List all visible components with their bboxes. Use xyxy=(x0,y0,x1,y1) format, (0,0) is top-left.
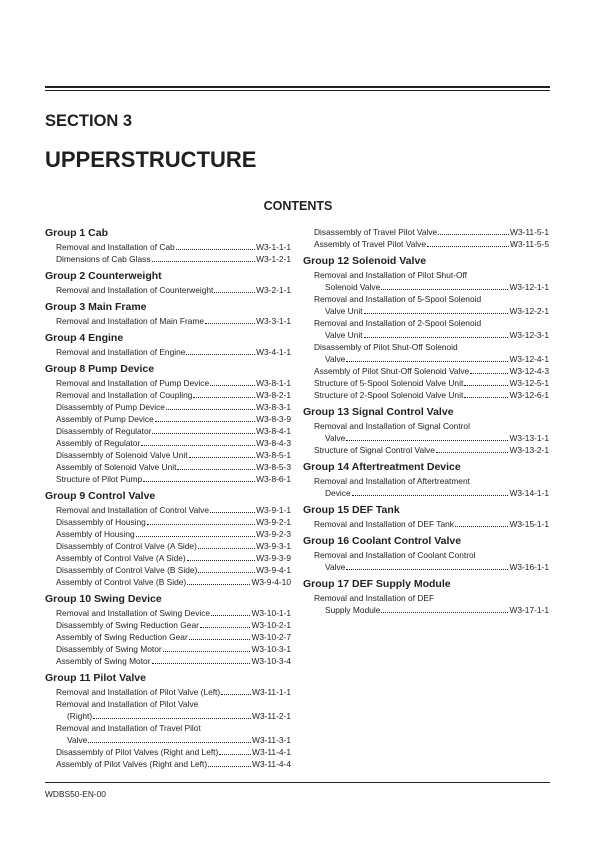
toc-leader-dots xyxy=(93,718,251,719)
document-code: WDBS50-EN-00 xyxy=(45,789,106,799)
toc-entry[interactable] xyxy=(45,284,291,296)
toc-leader-dots xyxy=(436,452,509,453)
toc-page-ref: W3-11-3-1 xyxy=(252,735,291,745)
toc-entry[interactable] xyxy=(45,413,291,425)
toc-page-ref: W3-13-2-1 xyxy=(509,445,549,455)
toc-entry-text: Disassembly of Pilot Valves (Right and Left) xyxy=(56,747,219,757)
toc-entry-text: Assembly of Swing Reduction Gear xyxy=(56,632,188,642)
toc-group xyxy=(45,226,291,265)
toc-entry[interactable] xyxy=(45,552,291,564)
toc-entry-text: Disassembly of Control Valve (A Side) xyxy=(56,541,197,551)
toc-entry-text: Removal and Installation of Pump Device xyxy=(56,378,210,388)
toc-entry-text-cont: Device xyxy=(325,488,351,498)
toc-entry[interactable] xyxy=(45,722,291,746)
toc-leader-dots xyxy=(198,572,255,573)
toc-leader-dots xyxy=(214,292,255,293)
toc-page-ref: W3-11-1-1 xyxy=(252,687,291,697)
toc-entry-text-cont: Valve Unit xyxy=(325,306,363,316)
toc-entry-continuation xyxy=(314,432,549,444)
toc-entry-text: Assembly of Pilot Valves (Right and Left) xyxy=(56,759,208,769)
toc-entry[interactable] xyxy=(303,293,549,317)
toc-entry[interactable] xyxy=(45,377,291,389)
toc-entry[interactable] xyxy=(45,425,291,437)
toc-entry-continuation xyxy=(314,561,549,573)
toc-leader-dots xyxy=(470,373,508,374)
toc-entry-text: Removal and Installation of Main Frame xyxy=(56,316,205,326)
toc-entry[interactable] xyxy=(45,643,291,655)
toc-page-ref: W3-9-4-1 xyxy=(256,565,291,575)
toc-page-ref: W3-12-4-3 xyxy=(509,366,549,376)
toc-entry[interactable] xyxy=(45,253,291,265)
toc-entry-text: Removal and Installation of 2-Spool Solenoid xyxy=(314,318,482,328)
toc-entry-text: Removal and Installation of DEF Tank xyxy=(314,519,454,529)
toc-page-ref: W3-12-6-1 xyxy=(509,390,549,400)
toc-entry-text-cont: Supply Module xyxy=(325,605,381,615)
toc-entry[interactable] xyxy=(45,528,291,540)
toc-entry-text: Removal and Installation of Travel Pilot xyxy=(56,723,201,733)
toc-leader-dots xyxy=(219,754,251,755)
toc-entry-text: Removal and Installation of Engine xyxy=(56,347,186,357)
toc-page-ref: W3-14-1-1 xyxy=(509,488,549,498)
toc-entry[interactable] xyxy=(45,315,291,327)
toc-group xyxy=(45,300,291,327)
toc-page-ref: W3-10-2-1 xyxy=(251,620,291,630)
toc-group-title: Group 14 Aftertreatment Device xyxy=(303,461,461,473)
toc-leader-dots xyxy=(136,536,255,537)
toc-leader-dots xyxy=(464,385,508,386)
toc-entry-text: Assembly of Regulator xyxy=(56,438,141,448)
toc-leader-dots xyxy=(166,409,255,410)
header-rule-thin xyxy=(45,90,550,91)
toc-entry[interactable] xyxy=(45,607,291,619)
toc-entry-text: Disassembly of Housing xyxy=(56,517,146,527)
toc-entry-text: Removal and Installation of Pilot Shut-Off xyxy=(314,270,468,280)
toc-entry[interactable] xyxy=(45,473,291,485)
toc-leader-dots xyxy=(210,385,255,386)
toc-entry-text-cont: Valve xyxy=(325,433,346,443)
toc-entry-text-cont: Valve Unit xyxy=(325,330,363,340)
toc-entry-text: Structure of 2-Spool Solenoid Valve Unit xyxy=(314,390,464,400)
toc-leader-dots xyxy=(200,627,251,628)
toc-page-ref: W3-13-1-1 xyxy=(509,433,549,443)
toc-page-ref: W3-10-3-1 xyxy=(251,644,291,654)
toc-page-ref: W3-1-2-1 xyxy=(256,254,291,264)
toc-entry-text-cont: Valve xyxy=(325,354,346,364)
toc-group-title: Group 10 Swing Device xyxy=(45,593,162,605)
toc-group-title: Group 8 Pump Device xyxy=(45,363,155,375)
toc-page-ref: W3-12-2-1 xyxy=(509,306,549,316)
toc-entry[interactable] xyxy=(45,576,291,588)
toc-page-ref: W3-9-2-3 xyxy=(256,529,291,539)
toc-group xyxy=(45,489,291,588)
toc-leader-dots xyxy=(141,445,255,446)
toc-entry-text: Removal and Installation of DEF xyxy=(314,593,435,603)
toc-page-ref: W3-9-3-1 xyxy=(256,541,291,551)
toc-group xyxy=(303,534,549,573)
toc-entry-text-cont: Valve xyxy=(325,562,346,572)
toc-entry-text: Removal and Installation of Aftertreatment xyxy=(314,476,470,486)
toc-entry[interactable] xyxy=(45,449,291,461)
toc-page-ref: W3-8-4-1 xyxy=(256,426,291,436)
toc-leader-dots xyxy=(152,663,251,664)
toc-entry-text: Assembly of Control Valve (B Side) xyxy=(56,577,187,587)
toc-entry-continuation xyxy=(314,604,549,616)
toc-entry[interactable] xyxy=(303,238,549,250)
toc-entry[interactable] xyxy=(45,564,291,576)
toc-entry[interactable] xyxy=(303,420,549,444)
toc-entry-text: Removal and Installation of Cab xyxy=(56,242,175,252)
toc-group-title: Group 15 DEF Tank xyxy=(303,504,400,516)
toc-leader-dots xyxy=(381,612,508,613)
toc-group-title: Group 12 Solenoid Valve xyxy=(303,255,427,267)
toc-entry-text: Removal and Installation of Pilot Valve xyxy=(56,699,199,709)
contents-heading: CONTENTS xyxy=(263,199,333,213)
toc-entry-text: Structure of 5-Spool Solenoid Valve Unit xyxy=(314,378,464,388)
toc-leader-dots xyxy=(464,397,508,398)
toc-leader-dots xyxy=(198,548,255,549)
toc-leader-dots xyxy=(346,440,508,441)
toc-entry[interactable] xyxy=(45,758,291,770)
toc-leader-dots xyxy=(186,354,255,355)
toc-entry-text: Assembly of Housing xyxy=(56,529,135,539)
toc-entry[interactable] xyxy=(45,540,291,552)
toc-entry[interactable] xyxy=(45,698,291,722)
toc-leader-dots xyxy=(381,289,508,290)
toc-page-ref: W3-12-4-1 xyxy=(509,354,549,364)
toc-page-ref: W3-12-1-1 xyxy=(509,282,549,292)
toc-entry-text: Assembly of Swing Motor xyxy=(56,656,151,666)
toc-page-ref: W3-8-3-9 xyxy=(256,414,291,424)
toc-page-ref: W3-15-1-1 xyxy=(509,519,549,529)
toc-entry-text: Disassembly of Pilot Shut-Off Solenoid xyxy=(314,342,458,352)
toc-entry[interactable] xyxy=(303,549,549,573)
toc-entry-text: Removal and Installation of Control Valve xyxy=(56,505,210,515)
toc-left-column xyxy=(45,226,291,770)
toc-entry[interactable] xyxy=(45,655,291,667)
toc-leader-dots xyxy=(152,433,255,434)
toc-entry[interactable] xyxy=(45,437,291,449)
toc-entry-text: Assembly of Pump Device xyxy=(56,414,154,424)
toc-entry[interactable] xyxy=(45,401,291,413)
toc-entry[interactable] xyxy=(303,317,549,341)
toc-group xyxy=(45,362,291,485)
toc-entry[interactable] xyxy=(45,504,291,516)
toc-entry[interactable] xyxy=(303,389,549,401)
toc-right-column xyxy=(303,226,549,616)
toc-entry-continuation xyxy=(56,710,291,722)
toc-group xyxy=(303,254,549,401)
toc-entry-continuation xyxy=(314,281,549,293)
toc-leader-dots xyxy=(176,249,255,250)
toc-leader-dots xyxy=(177,469,255,470)
toc-leader-dots xyxy=(427,246,509,247)
toc-entry-text: Removal and Installation of Coupling xyxy=(56,390,193,400)
toc-group xyxy=(303,577,549,616)
toc-page-ref: W3-3-1-1 xyxy=(256,316,291,326)
toc-entry-text: Assembly of Pilot Shut-Off Solenoid Valve xyxy=(314,366,470,376)
toc-group-title: Group 4 Engine xyxy=(45,332,124,344)
toc-entry-text: Removal and Installation of Coolant Control xyxy=(314,550,476,560)
toc-page-ref: W3-9-2-1 xyxy=(256,517,291,527)
toc-page-ref: W3-8-3-1 xyxy=(256,402,291,412)
toc-page-ref: W3-16-1-1 xyxy=(509,562,549,572)
toc-entry-text: Dimensions of Cab Glass xyxy=(56,254,151,264)
toc-leader-dots xyxy=(193,397,255,398)
toc-entry[interactable] xyxy=(303,269,549,293)
toc-entry[interactable] xyxy=(303,475,549,499)
toc-group-title: Group 11 Pilot Valve xyxy=(45,672,146,684)
toc-entry[interactable] xyxy=(45,516,291,528)
toc-entry[interactable] xyxy=(45,619,291,631)
toc-entry-text: Structure of Pilot Pump xyxy=(56,474,143,484)
toc-group-continuation xyxy=(303,226,549,250)
toc-leader-dots xyxy=(352,495,509,496)
toc-entry[interactable] xyxy=(45,461,291,473)
toc-entry-text: Assembly of Control Valve (A Side) xyxy=(56,553,186,563)
toc-page-ref: W3-1-1-1 xyxy=(256,242,291,252)
toc-page-ref: W3-12-5-1 xyxy=(509,378,549,388)
toc-leader-dots xyxy=(221,694,251,695)
toc-group xyxy=(45,671,291,770)
toc-entry-text-cont: Valve xyxy=(67,735,88,745)
toc-entry-text: Disassembly of Control Valve (B Side) xyxy=(56,565,198,575)
toc-group-title: Group 16 Coolant Control Valve xyxy=(303,535,462,547)
toc-group xyxy=(45,269,291,296)
toc-leader-dots xyxy=(143,481,255,482)
toc-entry-text: Disassembly of Pump Device xyxy=(56,402,165,412)
header-rule-thick xyxy=(45,86,550,88)
toc-entry-text-cont: Solenoid Valve xyxy=(325,282,381,292)
toc-entry[interactable] xyxy=(303,377,549,389)
toc-page-ref: W3-11-4-4 xyxy=(252,759,291,769)
toc-page-ref: W3-9-4-10 xyxy=(251,577,291,587)
toc-entry[interactable] xyxy=(45,631,291,643)
toc-leader-dots xyxy=(187,584,250,585)
toc-entry[interactable] xyxy=(45,746,291,758)
toc-leader-dots xyxy=(147,524,255,525)
toc-entry[interactable] xyxy=(45,389,291,401)
toc-entry-continuation xyxy=(314,487,549,499)
toc-entry[interactable] xyxy=(303,592,549,616)
toc-entry[interactable] xyxy=(303,444,549,456)
toc-entry[interactable] xyxy=(303,518,549,530)
toc-entry-text: Removal and Installation of 5-Spool Solenoid xyxy=(314,294,482,304)
toc-group xyxy=(45,331,291,358)
toc-page-ref: W3-17-1-1 xyxy=(509,605,549,615)
toc-leader-dots xyxy=(438,234,509,235)
toc-entry-continuation xyxy=(314,329,549,341)
toc-leader-dots xyxy=(187,560,255,561)
toc-leader-dots xyxy=(155,421,255,422)
toc-leader-dots xyxy=(208,766,251,767)
toc-leader-dots xyxy=(189,639,251,640)
section-title: UPPERSTRUCTURE xyxy=(45,147,257,172)
toc-entry-text: Assembly of Solenoid Valve Unit xyxy=(56,462,177,472)
toc-page-ref: W3-11-5-1 xyxy=(510,227,549,237)
toc-page-ref: W3-4-1-1 xyxy=(256,347,291,357)
toc-entry-text: Disassembly of Swing Reduction Gear xyxy=(56,620,199,630)
toc-entry-text: Removal and Installation of Counterweight xyxy=(56,285,214,295)
toc-page-ref: W3-11-4-1 xyxy=(252,747,291,757)
toc-page-ref: W3-10-1-1 xyxy=(251,608,291,618)
toc-page-ref: W3-2-1-1 xyxy=(256,285,291,295)
toc-leader-dots xyxy=(205,323,255,324)
toc-leader-dots xyxy=(346,361,508,362)
toc-group-title: Group 3 Main Frame xyxy=(45,301,147,313)
toc-group xyxy=(303,503,549,530)
toc-entry-text-cont: (Right) xyxy=(67,711,93,721)
toc-group-title: Group 17 DEF Supply Module xyxy=(303,578,451,590)
toc-entry-text: Disassembly of Solenoid Valve Unit xyxy=(56,450,188,460)
toc-page-ref: W3-8-2-1 xyxy=(256,390,291,400)
toc-entry-text: Disassembly of Regulator xyxy=(56,426,152,436)
toc-group xyxy=(303,405,549,456)
toc-leader-dots xyxy=(211,615,250,616)
toc-entry-text: Removal and Installation of Signal Control xyxy=(314,421,470,431)
toc-group xyxy=(303,460,549,499)
toc-entry-text: Removal and Installation of Swing Device xyxy=(56,608,211,618)
section-label: SECTION 3 xyxy=(45,112,133,130)
toc-entry-text: Disassembly of Travel Pilot Valve xyxy=(314,227,438,237)
toc-leader-dots xyxy=(152,261,256,262)
toc-group-title: Group 2 Counterweight xyxy=(45,270,162,282)
toc-entry-text: Assembly of Travel Pilot Valve xyxy=(314,239,427,249)
toc-leader-dots xyxy=(189,457,256,458)
toc-page-ref: W3-9-3-9 xyxy=(256,553,291,563)
toc-entry-continuation xyxy=(314,353,549,365)
toc-leader-dots xyxy=(346,569,508,570)
toc-page-ref: W3-10-3-4 xyxy=(251,656,291,666)
toc-entry[interactable] xyxy=(45,686,291,698)
toc-page-ref: W3-9-1-1 xyxy=(256,505,291,515)
toc-leader-dots xyxy=(455,526,508,527)
toc-page-ref: W3-12-3-1 xyxy=(509,330,549,340)
footer-rule xyxy=(45,782,550,783)
toc-group-title: Group 13 Signal Control Valve xyxy=(303,406,454,418)
toc-page-ref: W3-8-1-1 xyxy=(256,378,291,388)
toc-page-ref: W3-10-2-7 xyxy=(251,632,291,642)
toc-leader-dots xyxy=(163,651,251,652)
toc-leader-dots xyxy=(210,512,255,513)
toc-page-ref: W3-8-4-3 xyxy=(256,438,291,448)
toc-page-ref: W3-8-5-1 xyxy=(256,450,291,460)
toc-page-ref: W3-8-6-1 xyxy=(256,474,291,484)
toc-entry-continuation xyxy=(56,734,291,746)
toc-entry[interactable] xyxy=(303,365,549,377)
toc-entry-text: Removal and Installation of Pilot Valve (Left) xyxy=(56,687,221,697)
toc-entry-continuation xyxy=(314,305,549,317)
toc-entry[interactable] xyxy=(45,346,291,358)
toc-entry[interactable] xyxy=(303,341,549,365)
toc-entry[interactable] xyxy=(45,241,291,253)
toc-entry-text: Disassembly of Swing Motor xyxy=(56,644,162,654)
toc-leader-dots xyxy=(364,337,509,338)
toc-group xyxy=(45,592,291,667)
toc-entry-text: Structure of Signal Control Valve xyxy=(314,445,435,455)
toc-page-ref: W3-8-5-3 xyxy=(256,462,291,472)
toc-group-title: Group 1 Cab xyxy=(45,227,109,239)
toc-page-ref: W3-11-5-5 xyxy=(510,239,549,249)
toc-group-title: Group 9 Control Valve xyxy=(45,490,156,502)
toc-entry[interactable] xyxy=(303,226,549,238)
toc-leader-dots xyxy=(88,742,251,743)
toc-leader-dots xyxy=(364,313,509,314)
toc-page-ref: W3-11-2-1 xyxy=(252,711,291,721)
